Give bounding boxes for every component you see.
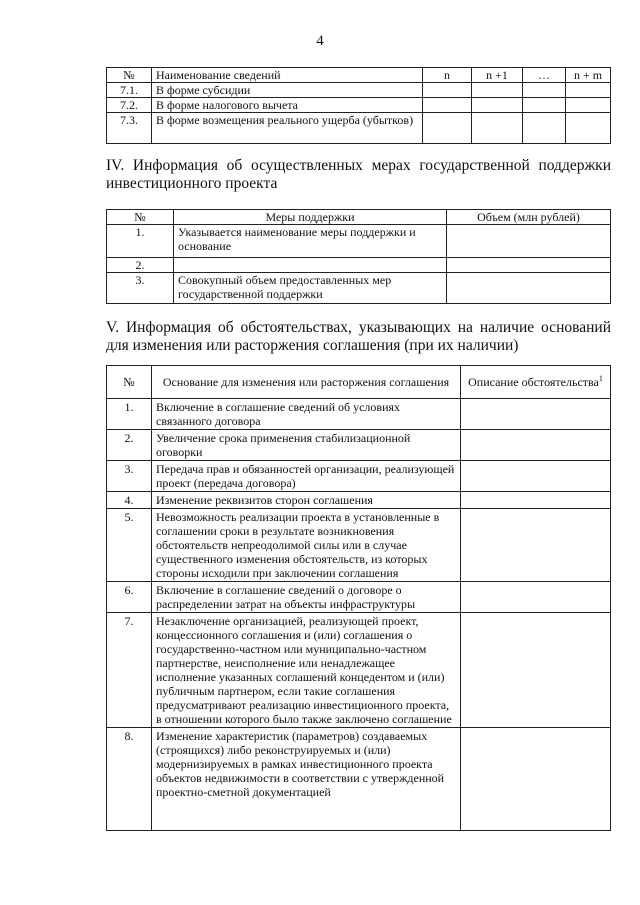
value-cell [461, 461, 611, 492]
row-text: Передача прав и обязанностей организации, реализующей проект (передача договора) [152, 461, 461, 492]
row-text: Незаключение организацией, реализующей проект, концессионного соглашения и (или) соглашения о государственно-частном или муниципально-частном партнерстве, неисполнение или ненадлежащее исполнение указанных соглашений концедентом и (или) публичным партнером, если такие соглашения предусматривают реализацию инвестиционного проекта, в отношении которого было также заключено соглашение [152, 613, 461, 728]
value-cell [423, 98, 472, 113]
row-number: 8. [107, 728, 152, 831]
row-text: Изменение реквизитов сторон соглашения [152, 492, 461, 509]
row-name: В форме возмещения реального ущерба (убытков) [152, 113, 423, 144]
section-5-heading-line2: для изменения или расторжения соглашения (при их наличии) [106, 337, 519, 354]
value-cell [461, 430, 611, 461]
table-row [107, 492, 611, 509]
col-number-header: № [107, 210, 174, 225]
value-cell [566, 113, 611, 144]
col-nm-header: n + m [566, 68, 611, 83]
value-cell [447, 258, 611, 273]
table-support-forms [106, 67, 611, 144]
col-description-label: Описание обстоятельства [468, 375, 599, 389]
value-cell [523, 83, 566, 98]
row-name: В форме налогового вычета [152, 98, 423, 113]
row-number: 5. [107, 509, 152, 582]
value-cell [472, 83, 523, 98]
table-header-row [107, 68, 611, 83]
value-cell [447, 273, 611, 304]
table-circumstances [106, 365, 611, 831]
value-cell [472, 98, 523, 113]
row-text: Включение в соглашение сведений о договоре о распределении затрат на объекты инфраструктуры [152, 582, 461, 613]
col-ellipsis-header: … [523, 68, 566, 83]
row-text: Невозможность реализации проекта в установленные в соглашении сроки в результате возникновения обстоятельств непреодолимой силы или в случае существенного изменения обстоятельств, из которых стороны исходили при заключении соглашения [152, 509, 461, 582]
row-text: Изменение характеристик (параметров) создаваемых (строящихся) либо реконструируемых и (или) модернизируемых в рамках инвестиционного проекта объектов недвижимости в соответствии с утвержденной проектно-сметной документацией [152, 728, 461, 831]
col-n-header: n [423, 68, 472, 83]
value-cell [566, 83, 611, 98]
table-row [107, 728, 611, 831]
row-text: Увеличение срока применения стабилизационной оговорки [152, 430, 461, 461]
row-text [174, 258, 447, 273]
value-cell [461, 492, 611, 509]
row-number: 7.3. [107, 113, 152, 144]
col-basis-header: Основание для изменения или расторжения соглашения [152, 366, 461, 399]
value-cell [523, 98, 566, 113]
table-row [107, 98, 611, 113]
row-number: 2. [107, 258, 174, 273]
row-name: В форме субсидии [152, 83, 423, 98]
value-cell [447, 225, 611, 258]
table-row [107, 258, 611, 273]
table-row [107, 613, 611, 728]
value-cell [461, 509, 611, 582]
table-row [107, 399, 611, 430]
section-5-heading [106, 319, 611, 355]
row-text: Совокупный объем предоставленных мер государственной поддержки [174, 273, 447, 304]
table-row [107, 430, 611, 461]
table-row [107, 83, 611, 98]
col-number-header: № [107, 366, 152, 399]
table-header-row [107, 366, 611, 399]
page-number: 4 [316, 33, 324, 49]
table-support-measures [106, 209, 611, 304]
row-number: 3. [107, 461, 152, 492]
value-cell [461, 399, 611, 430]
value-cell [523, 113, 566, 144]
row-number: 7.1. [107, 83, 152, 98]
table-row [107, 113, 611, 144]
col-n1-header: n +1 [472, 68, 523, 83]
value-cell [461, 582, 611, 613]
row-number: 2. [107, 430, 152, 461]
col-measures-header: Меры поддержки [174, 210, 447, 225]
value-cell [472, 113, 523, 144]
row-text: Указывается наименование меры поддержки и основание [174, 225, 447, 258]
col-name-header: Наименование сведений [152, 68, 423, 83]
table-row [107, 273, 611, 304]
row-text: Включение в соглашение сведений об условиях связанного договора [152, 399, 461, 430]
value-cell [461, 728, 611, 831]
table-row [107, 461, 611, 492]
value-cell [461, 613, 611, 728]
col-number-header: № [107, 68, 152, 83]
row-number: 4. [107, 492, 152, 509]
value-cell [423, 113, 472, 144]
row-number: 3. [107, 273, 174, 304]
table-header-row [107, 210, 611, 225]
row-number: 1. [107, 225, 174, 258]
value-cell [423, 83, 472, 98]
table-row [107, 582, 611, 613]
row-number: 6. [107, 582, 152, 613]
row-number: 7.2. [107, 98, 152, 113]
table-row [107, 225, 611, 258]
section-4-heading-line2: инвестиционного проекта [106, 175, 278, 192]
table-row [107, 509, 611, 582]
col-description-header [461, 366, 611, 399]
row-number: 1. [107, 399, 152, 430]
section-4-heading-line1: IV. Информация об осуществленных мерах государственной поддержки [106, 157, 611, 174]
row-number: 7. [107, 613, 152, 728]
section-4-heading [106, 157, 611, 193]
section-5-heading-line1: V. Информация об обстоятельствах, указывающих на наличие оснований [106, 319, 611, 336]
footnote-mark: 1 [598, 374, 603, 383]
value-cell [566, 98, 611, 113]
col-volume-header: Объем (млн рублей) [447, 210, 611, 225]
